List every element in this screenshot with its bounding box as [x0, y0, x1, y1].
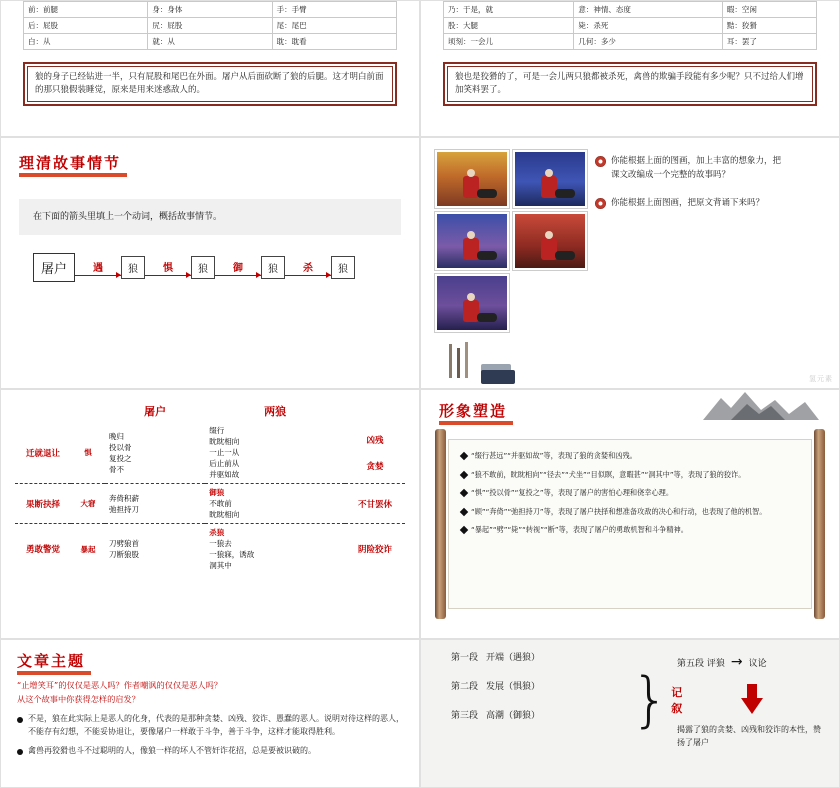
action: 一狼去	[209, 539, 232, 548]
segment-value: 发展（惧狼）	[486, 682, 541, 692]
flow-node: 狼	[191, 256, 215, 279]
question-text: 你能根据上面的图画，加上丰富的想象力，把课文改编成一个完整的故事吗？	[611, 156, 782, 181]
translation-box-right	[443, 62, 817, 106]
table-row	[444, 2, 817, 18]
segment-label: 第二段	[451, 682, 479, 692]
flow-arrow-label: 遇	[93, 263, 104, 275]
structure-left	[433, 650, 631, 750]
action: 复投之	[109, 453, 132, 463]
butcher-actions	[105, 524, 205, 575]
action: 御狼	[209, 488, 225, 497]
list-item	[461, 506, 799, 518]
cell: 手：手臂	[272, 2, 396, 18]
flower-icon	[595, 156, 606, 167]
arrow-line	[145, 275, 191, 276]
col-head-butcher: 屠户	[144, 405, 167, 418]
segment-label: 第一段	[451, 653, 479, 663]
list-item	[461, 469, 799, 481]
arrow-line	[285, 275, 331, 276]
theme-questions	[1, 671, 419, 707]
cell: 白：从	[24, 34, 148, 50]
cell: 前：前腿	[24, 2, 148, 18]
action: 一止一从	[209, 448, 240, 457]
wolf-actions	[205, 524, 345, 575]
page-title-text: 形象塑造	[439, 402, 508, 420]
butcher-actions	[105, 484, 205, 524]
book-icon	[481, 370, 515, 384]
action: 奔倚积薪	[109, 493, 139, 503]
action: 眈眈相向	[209, 510, 240, 519]
list-item	[461, 487, 799, 499]
row-label: 果断抉择	[15, 484, 71, 524]
flow-arrow	[285, 259, 331, 276]
action: 缀行	[209, 426, 225, 435]
cell: 耽：耽看	[272, 34, 396, 50]
translation-text: 狼也是狡猾的了，可是一会儿两只狼都被杀死，禽兽的欺骗手段能有多少呢？只不过给人们增加笑料罢了。	[455, 72, 804, 96]
cell: 意：神情、态度	[574, 2, 722, 18]
diamond-bullet-icon	[460, 470, 468, 478]
action: 杀狼	[209, 528, 225, 537]
cell: 股：大腿	[444, 18, 574, 34]
cell: 黠：狡猾	[722, 18, 816, 34]
slide-theme	[0, 639, 420, 788]
action: 投以骨	[109, 442, 132, 452]
cell: 乃：于是，就	[444, 2, 574, 18]
flow-node: 屠户	[33, 253, 75, 282]
instruction-box	[19, 199, 401, 235]
cell: 耳：罢了	[722, 34, 816, 50]
comparison-table	[15, 400, 405, 574]
segment-value: 开端（遇狼）	[486, 653, 541, 663]
point-text: 不是，狼在此实际上是恶人的化身，代表的是那种贪婪、凶残、狡诈、愚蠢的恶人。说明对待这样的恶人，不能存有幻想，不能妥协退让，要像屠户一样敢于斗争，善于斗争，这样才能取得胜利。	[28, 713, 404, 736]
action: 洞其中	[209, 561, 232, 570]
butcher-actions	[105, 422, 205, 484]
action: 刀断狼股	[109, 550, 139, 559]
story-image	[513, 150, 587, 208]
wolf-trait	[345, 422, 405, 484]
summary-text: 揭露了狼的贪婪、凶残和狡诈的本性，赞扬了屠户	[677, 725, 821, 747]
instruction-text: 在下面的箭头里填上一个动词，概括故事情节。	[33, 212, 223, 222]
brace-group	[631, 650, 683, 750]
diamond-bullet-icon	[460, 452, 468, 460]
wolf-trait: 不甘罢休	[345, 484, 405, 524]
structure-row	[451, 650, 631, 663]
cell: 毙：杀死	[574, 18, 722, 34]
arrow-icon: →	[730, 654, 743, 670]
cell: 暇：空闲	[722, 2, 816, 18]
page-title-text: 文章主题	[17, 652, 86, 670]
row-keyword: 惧	[71, 422, 105, 484]
analysis-text: “狼不敢前，眈眈相向”“径去”“犬坐”“目似瞑，意暇甚”“洞其中”等，表现了狼的狡诈。	[471, 469, 746, 479]
action: 骨不	[109, 464, 124, 474]
point-text: 禽兽再狡猾也斗不过聪明的人，像狼一样的坏人不管奸诈花招，总是要被识破的。	[28, 746, 316, 756]
page-title	[17, 650, 85, 671]
brace-tag: 记叙	[671, 685, 683, 715]
slide-picture-retell	[420, 137, 840, 389]
brush-icon	[449, 344, 452, 378]
title-underline	[19, 173, 127, 177]
picture-gallery	[421, 138, 587, 332]
analysis-text: “惧”“投以骨”“复投之”等，表现了屠户的害怕心理和侥幸心理。	[471, 488, 674, 498]
wolf-actions	[205, 484, 345, 524]
trait: 凶残	[366, 435, 384, 446]
table-row	[24, 2, 397, 18]
title-underline	[17, 671, 91, 675]
question-text: 你能根据上面图画，把原文背诵下来吗？	[611, 198, 765, 209]
list-item	[595, 154, 783, 182]
action: 弛担持刀	[109, 504, 139, 514]
red-arrow-shaft	[747, 684, 757, 698]
action: 不敢前	[209, 499, 232, 508]
cell: 几何：多少	[574, 34, 722, 50]
page-title-text: 理清故事情节	[19, 154, 122, 172]
wolf-actions	[205, 422, 345, 484]
table-row	[15, 524, 405, 575]
segment-label: 第三段	[451, 711, 479, 721]
arrow-line	[215, 275, 261, 276]
slide-characterization	[420, 389, 840, 639]
slide-vocab-right	[420, 0, 840, 137]
diamond-bullet-icon	[460, 489, 468, 497]
cell: 后：屁股	[24, 18, 148, 34]
scroll-rod-left	[435, 429, 446, 619]
flow-node: 狼	[121, 256, 145, 279]
structure-right	[671, 650, 827, 750]
col-head-wolves: 两狼	[264, 405, 287, 418]
table-row	[15, 422, 405, 484]
watermark: 氢元素	[809, 375, 833, 383]
flow-arrow-label: 惧	[163, 263, 174, 275]
action: 一狼寐，诱敌	[209, 550, 255, 559]
flow-node: 狼	[331, 256, 355, 279]
analysis-text: “暴起”“劈”“毙”“转视”“断”等，表现了屠户的勇敢机智和斗争精神。	[471, 525, 688, 535]
question-text: “止增笑耳”的仅仅是恶人吗？作者嘲讽的仅仅是恶人吗？	[17, 680, 222, 690]
flow-arrow	[75, 259, 121, 276]
segment-label-fifth: 第五段 评狼	[677, 658, 725, 669]
vocab-table-left	[23, 1, 397, 50]
scroll-paper	[448, 439, 812, 609]
dot-bullet-icon	[17, 749, 23, 755]
flow-node: 狼	[261, 256, 285, 279]
story-image	[435, 274, 509, 332]
list-item	[595, 196, 783, 210]
flow-arrow	[145, 259, 191, 276]
question-list	[587, 138, 793, 384]
stationery-decor	[445, 338, 515, 384]
analysis-text: “缀行甚远”“并驱如故”等，表现了狼的贪婪和凶残。	[471, 451, 637, 460]
row-keyword: 大窘	[71, 484, 105, 524]
row-label: 迁就退让	[15, 422, 71, 484]
theme-points	[1, 707, 419, 758]
slide-vocab-left	[0, 0, 420, 137]
page-title	[439, 400, 507, 421]
segment-tag-discussion: 议论	[748, 658, 767, 669]
flower-icon	[595, 198, 606, 209]
diamond-bullet-icon	[460, 526, 468, 534]
segment-value: 高潮（御狼）	[486, 711, 541, 721]
row-keyword: 暴起	[80, 544, 96, 554]
slide-structure	[420, 639, 840, 788]
slide-comparison-table	[0, 389, 420, 639]
action: 刀劈狼首	[109, 539, 139, 548]
plot-flow	[19, 253, 401, 282]
diamond-bullet-icon	[460, 507, 468, 515]
action: 并驱如故	[209, 470, 240, 479]
cell: 就：从	[148, 34, 272, 50]
action: 晚归	[109, 431, 124, 441]
translation-box-left	[23, 62, 397, 106]
cell: 尾：尾巴	[272, 18, 396, 34]
trait: 贪婪	[366, 461, 384, 472]
list-item	[17, 745, 405, 758]
brush-icon	[457, 348, 460, 378]
flow-arrow	[215, 259, 261, 276]
table-row	[444, 34, 817, 50]
action: 后止前从	[209, 459, 240, 468]
page-title	[19, 152, 121, 173]
row-label: 勇敢警觉	[25, 545, 60, 555]
list-item	[461, 524, 799, 536]
question-text: 从这个故事中你获得怎样的启发？	[17, 693, 140, 704]
dot-bullet-icon	[17, 717, 23, 723]
mountain-ink-icon	[701, 389, 821, 422]
brush-icon	[465, 342, 468, 378]
cell: 顷刻：一会儿	[444, 34, 574, 50]
list-item	[17, 713, 405, 739]
story-image	[435, 150, 509, 208]
table-row	[444, 18, 817, 34]
scroll-rod-right	[814, 429, 825, 619]
structure-row	[451, 708, 631, 721]
scroll-panel	[435, 429, 825, 619]
flow-arrow-label: 御	[233, 263, 244, 275]
story-image	[513, 212, 587, 270]
wolf-trait: 阴险狡诈	[357, 545, 392, 555]
translation-text: 狼的身子已经钻进一半，只有屁股和尾巴在外面。屠户从后面砍断了狼的后腿。这才明白前面的那只狼假装睡觉，原来是用来迷惑敌人的。	[35, 72, 384, 96]
analysis-text: “顾”“奔倚”“弛担持刀”等，表现了屠户抉择和想准备攻敌的决心和行动，也表现了他的机智。	[471, 506, 767, 516]
cell: 尻：屁股	[148, 18, 272, 34]
slide-story-plot	[0, 137, 420, 389]
table-row	[24, 18, 397, 34]
red-arrow-icon	[741, 698, 763, 714]
cell: 身：身体	[148, 2, 272, 18]
structure-row	[451, 679, 631, 692]
table-row	[24, 34, 397, 50]
arrow-line	[75, 275, 121, 276]
flow-arrow-label: 杀	[303, 263, 314, 275]
table-header-row	[15, 400, 405, 422]
table-row	[15, 484, 405, 524]
vocab-table-right	[443, 1, 817, 50]
title-underline	[439, 421, 513, 425]
brace-icon: }	[631, 664, 670, 735]
list-item	[461, 450, 799, 462]
story-image	[435, 212, 509, 270]
action: 眈眈相向	[209, 437, 240, 446]
